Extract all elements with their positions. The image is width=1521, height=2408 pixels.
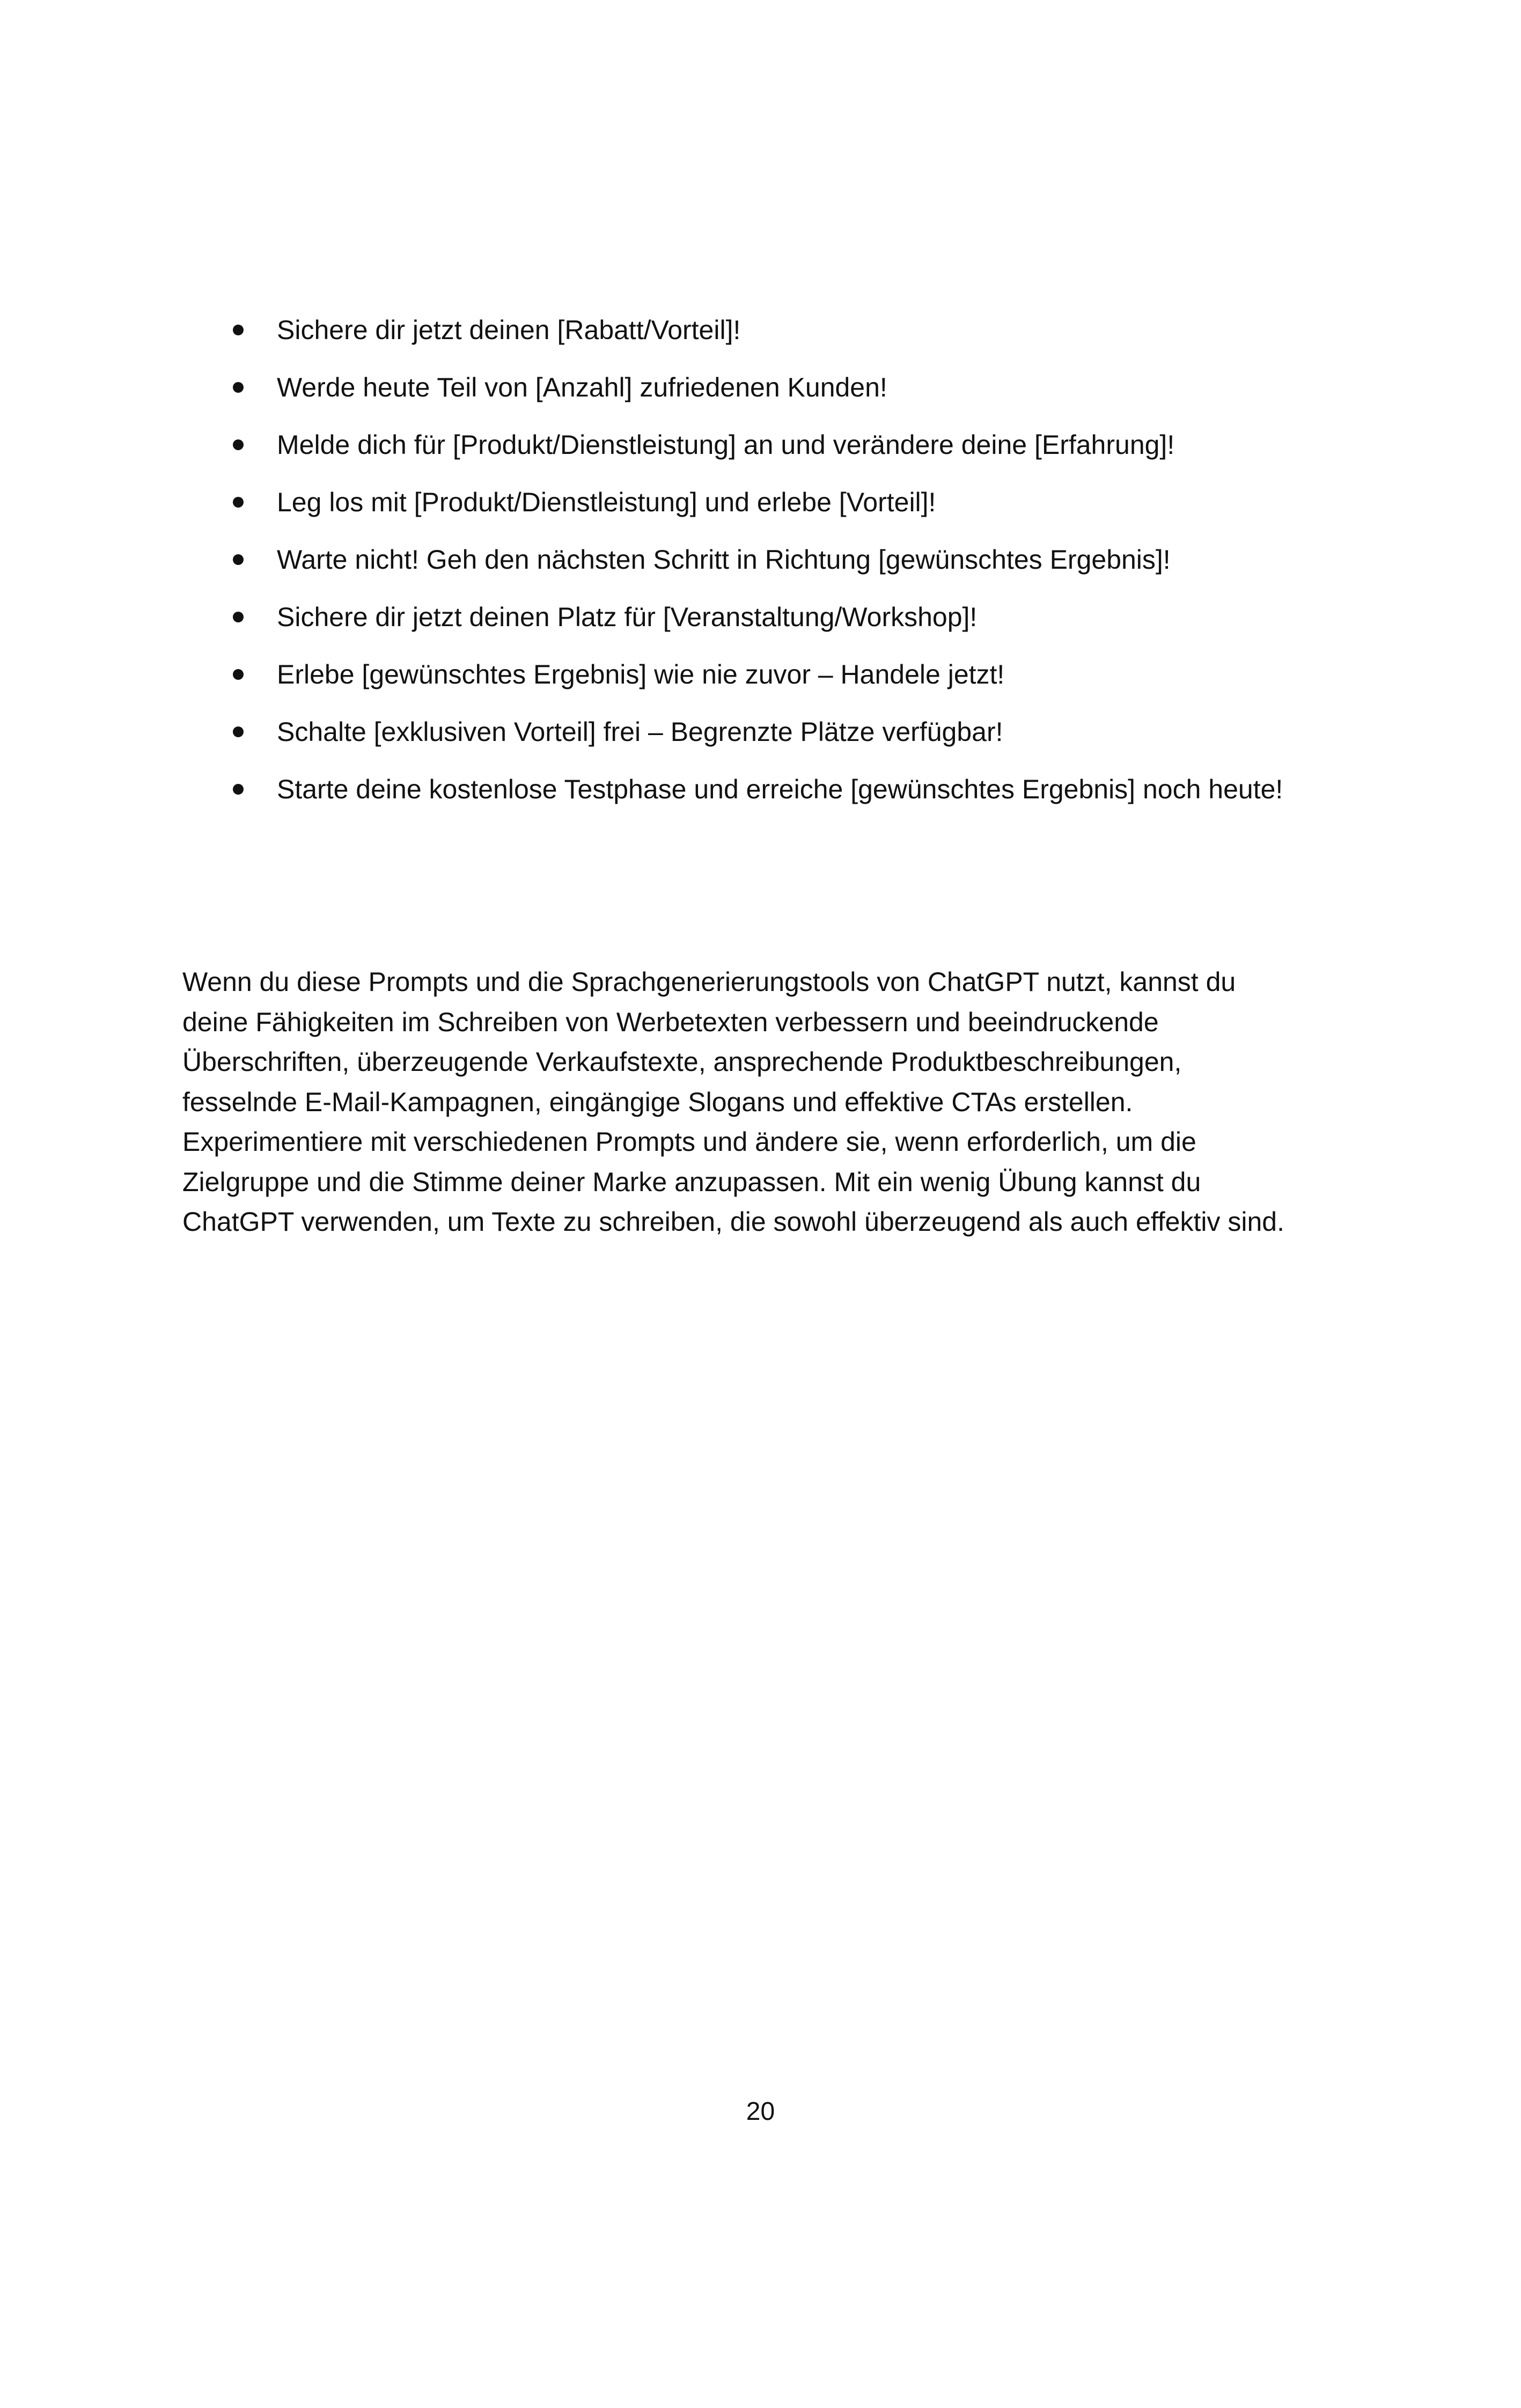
bullet-icon: [233, 439, 244, 450]
paragraph-line: ChatGPT verwenden, um Texte zu schreiben, die sowohl überzeugend als auch effektiv sind.: [182, 1207, 1284, 1237]
summary-paragraph: [182, 962, 1352, 1242]
paragraph-line: deine Fähigkeiten im Schreiben von Werbetexten verbessern und beeindruckende: [182, 1007, 1159, 1037]
page-number: 20: [746, 2097, 775, 2126]
bullet-icon: [233, 554, 244, 565]
paragraph-line: Wenn du diese Prompts und die Sprachgenerierungstools von ChatGPT nutzt, kannst du: [182, 967, 1236, 997]
list-item: [225, 314, 1406, 371]
bullet-icon: [233, 497, 244, 508]
list-item-text: Starte deine kostenlose Testphase und erreiche [gewünschtes Ergebnis] noch heute!: [277, 774, 1283, 804]
list-item-text: Erlebe [gewünschtes Ergebnis] wie nie zuvor – Handele jetzt!: [277, 659, 1005, 689]
list-item-text: Melde dich für [Produkt/Dienstleistung] an und verändere deine [Erfahrung]!: [277, 430, 1175, 460]
bullet-icon: [233, 726, 244, 737]
list-item-text: Leg los mit [Produkt/Dienstleistung] und erlebe [Vorteil]!: [277, 487, 936, 517]
list-item: [225, 544, 1406, 601]
list-item-text: Sichere dir jetzt deinen Platz für [Veranstaltung/Workshop]!: [277, 602, 978, 632]
list-item-text: Warte nicht! Geh den nächsten Schritt in Richtung [gewünschtes Ergebnis]!: [277, 545, 1171, 575]
list-item-text: Werde heute Teil von [Anzahl] zufriedenen Kunden!: [277, 372, 887, 402]
bullet-icon: [233, 669, 244, 680]
paragraph-line: fesselnde E-Mail-Kampagnen, eingängige Slogans und effektive CTAs erstellen.: [182, 1086, 1133, 1117]
list-item: [225, 429, 1406, 486]
paragraph-line: Experimentiere mit verschiedenen Prompts und ändere sie, wenn erforderlich, um die: [182, 1127, 1196, 1157]
bullet-icon: [233, 612, 244, 622]
list-item-text: Sichere dir jetzt deinen [Rabatt/Vorteil]!: [277, 315, 741, 345]
list-item: [225, 773, 1406, 831]
list-item: [225, 658, 1406, 716]
paragraph-line: Überschriften, überzeugende Verkaufstexte, ansprechende Produktbeschreibungen,: [182, 1047, 1182, 1077]
list-item: [225, 601, 1406, 658]
list-item: [225, 716, 1406, 773]
paragraph-line: Zielgruppe und die Stimme deiner Marke anzupassen. Mit ein wenig Übung kannst du: [182, 1166, 1201, 1197]
cta-bullet-list: [225, 314, 1406, 831]
list-item: [225, 371, 1406, 429]
bullet-icon: [233, 325, 244, 335]
bullet-icon: [233, 382, 244, 393]
list-item-text: Schalte [exklusiven Vorteil] frei – Begrenzte Plätze verfügbar!: [277, 717, 1003, 747]
bullet-icon: [233, 784, 244, 795]
list-item: [225, 486, 1406, 544]
